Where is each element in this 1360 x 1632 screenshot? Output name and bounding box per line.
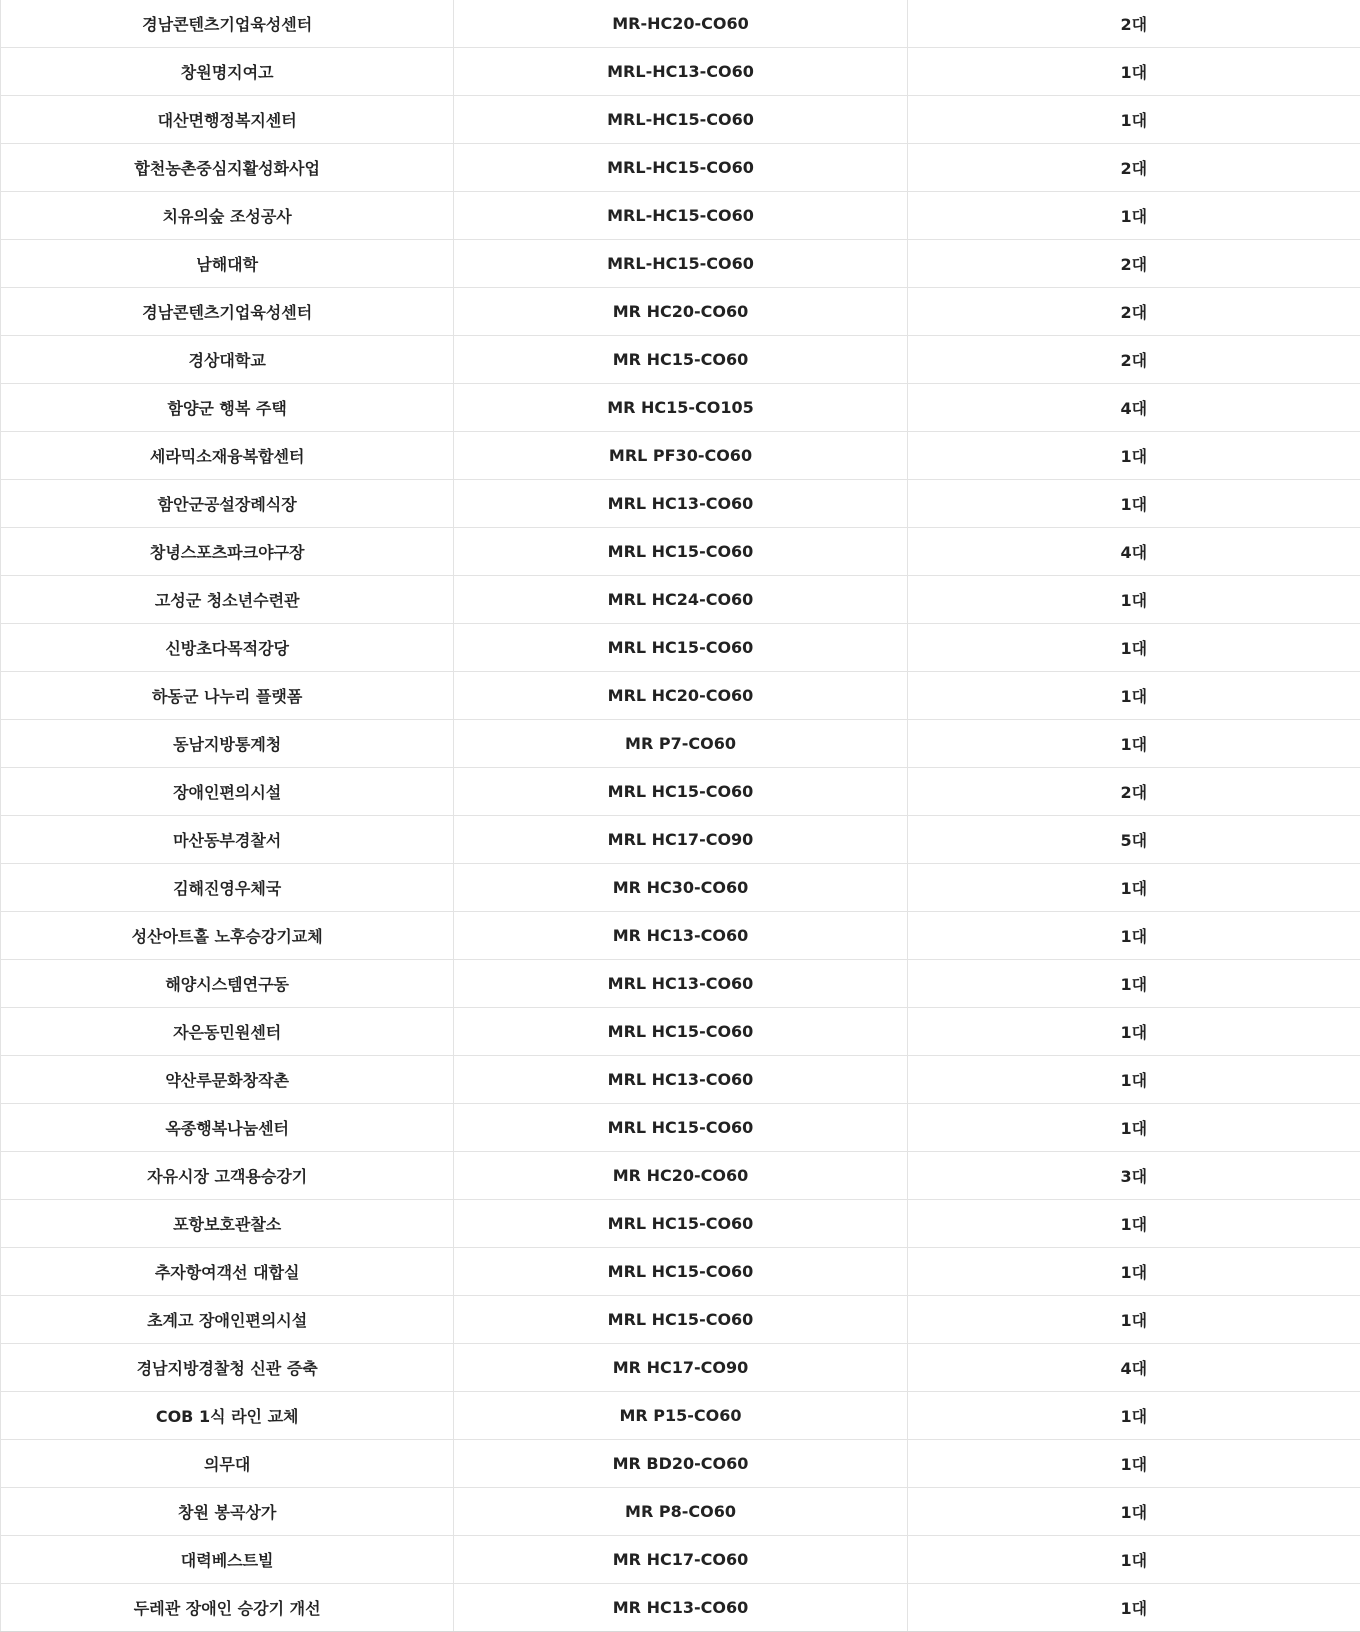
model-cell: MR HC13-CO60	[454, 1584, 907, 1632]
quantity-cell: 1대	[907, 1104, 1360, 1152]
model-cell: MRL-HC15-CO60	[454, 240, 907, 288]
model-cell: MRL HC15-CO60	[454, 1296, 907, 1344]
quantity-cell: 1대	[907, 192, 1360, 240]
table-body	[1, 0, 1360, 1632]
quantity-cell: 1대	[907, 1536, 1360, 1584]
table-row	[1, 0, 1360, 48]
site-name-cell: 경남지방경찰청 신관 증축	[1, 1344, 454, 1392]
table-row	[1, 720, 1360, 768]
quantity-cell: 1대	[907, 1584, 1360, 1632]
table-row	[1, 1248, 1360, 1296]
site-name-cell: 경상대학교	[1, 336, 454, 384]
quantity-cell: 2대	[907, 144, 1360, 192]
site-name-cell: 김해진영우체국	[1, 864, 454, 912]
site-name-cell: 동남지방통계청	[1, 720, 454, 768]
model-cell: MRL HC20-CO60	[454, 672, 907, 720]
quantity-cell: 2대	[907, 288, 1360, 336]
table-row	[1, 1104, 1360, 1152]
table-row	[1, 1392, 1360, 1440]
quantity-cell: 1대	[907, 1296, 1360, 1344]
model-cell: MRL-HC15-CO60	[454, 96, 907, 144]
site-name-cell: 세라믹소재융복합센터	[1, 432, 454, 480]
site-name-cell: 창원명지여고	[1, 48, 454, 96]
model-cell: MR HC20-CO60	[454, 1152, 907, 1200]
model-cell: MR-HC20-CO60	[454, 0, 907, 48]
quantity-cell: 4대	[907, 384, 1360, 432]
site-name-cell: 대력베스트빌	[1, 1536, 454, 1584]
table-row	[1, 1536, 1360, 1584]
table-row	[1, 480, 1360, 528]
model-cell: MRL-HC15-CO60	[454, 192, 907, 240]
model-cell: MRL HC13-CO60	[454, 960, 907, 1008]
quantity-cell: 1대	[907, 864, 1360, 912]
quantity-cell: 1대	[907, 1440, 1360, 1488]
table-row	[1, 240, 1360, 288]
quantity-cell: 1대	[907, 1392, 1360, 1440]
site-name-cell: 약산루문화창작촌	[1, 1056, 454, 1104]
site-name-cell: 경남콘텐츠기업육성센터	[1, 0, 454, 48]
table-row	[1, 576, 1360, 624]
quantity-cell: 1대	[907, 624, 1360, 672]
site-name-cell: 함안군공설장례식장	[1, 480, 454, 528]
site-name-cell: COB 1식 라인 교체	[1, 1392, 454, 1440]
model-cell: MRL-HC15-CO60	[454, 144, 907, 192]
model-cell: MR HC17-CO60	[454, 1536, 907, 1584]
quantity-cell: 1대	[907, 672, 1360, 720]
model-cell: MRL HC13-CO60	[454, 480, 907, 528]
model-cell: MR HC15-CO60	[454, 336, 907, 384]
table-row	[1, 1296, 1360, 1344]
model-cell: MRL HC13-CO60	[454, 1056, 907, 1104]
quantity-cell: 2대	[907, 768, 1360, 816]
quantity-cell: 1대	[907, 960, 1360, 1008]
quantity-cell: 1대	[907, 1488, 1360, 1536]
model-cell: MRL HC15-CO60	[454, 768, 907, 816]
site-name-cell: 남해대학	[1, 240, 454, 288]
quantity-cell: 1대	[907, 480, 1360, 528]
site-name-cell: 마산동부경찰서	[1, 816, 454, 864]
quantity-cell: 1대	[907, 1008, 1360, 1056]
model-cell: MRL HC15-CO60	[454, 624, 907, 672]
table-row	[1, 624, 1360, 672]
table-row	[1, 1152, 1360, 1200]
site-name-cell: 창녕스포츠파크야구장	[1, 528, 454, 576]
table-row	[1, 1584, 1360, 1632]
table-row	[1, 192, 1360, 240]
model-cell: MRL HC15-CO60	[454, 1104, 907, 1152]
site-name-cell: 경남콘텐츠기업육성센터	[1, 288, 454, 336]
site-name-cell: 대산면행정복지센터	[1, 96, 454, 144]
quantity-cell: 1대	[907, 1056, 1360, 1104]
quantity-cell: 1대	[907, 432, 1360, 480]
model-cell: MRL HC17-CO90	[454, 816, 907, 864]
site-name-cell: 초계고 장애인편의시설	[1, 1296, 454, 1344]
table-row	[1, 912, 1360, 960]
model-cell: MR P15-CO60	[454, 1392, 907, 1440]
table-row	[1, 288, 1360, 336]
table-row	[1, 960, 1360, 1008]
site-name-cell: 옥종행복나눔센터	[1, 1104, 454, 1152]
table-row	[1, 1008, 1360, 1056]
quantity-cell: 2대	[907, 0, 1360, 48]
quantity-cell: 1대	[907, 1248, 1360, 1296]
model-cell: MR HC30-CO60	[454, 864, 907, 912]
quantity-cell: 2대	[907, 240, 1360, 288]
quantity-cell: 1대	[907, 576, 1360, 624]
model-cell: MRL PF30-CO60	[454, 432, 907, 480]
site-name-cell: 신방초다목적강당	[1, 624, 454, 672]
model-cell: MR HC15-CO105	[454, 384, 907, 432]
quantity-cell: 4대	[907, 1344, 1360, 1392]
model-cell: MRL HC15-CO60	[454, 528, 907, 576]
table-row	[1, 1488, 1360, 1536]
table-row	[1, 816, 1360, 864]
table-row	[1, 384, 1360, 432]
quantity-cell: 4대	[907, 528, 1360, 576]
table-row	[1, 96, 1360, 144]
model-cell: MRL HC24-CO60	[454, 576, 907, 624]
quantity-cell: 1대	[907, 1200, 1360, 1248]
site-name-cell: 장애인편의시설	[1, 768, 454, 816]
table-row	[1, 672, 1360, 720]
model-cell: MRL HC15-CO60	[454, 1248, 907, 1296]
table-row	[1, 1344, 1360, 1392]
table-row	[1, 768, 1360, 816]
site-name-cell: 추자항여객선 대합실	[1, 1248, 454, 1296]
table-row	[1, 432, 1360, 480]
table-row	[1, 1056, 1360, 1104]
site-name-cell: 고성군 청소년수련관	[1, 576, 454, 624]
site-name-cell: 의무대	[1, 1440, 454, 1488]
quantity-cell: 1대	[907, 96, 1360, 144]
table-row	[1, 1200, 1360, 1248]
site-name-cell: 함양군 행복 주택	[1, 384, 454, 432]
site-name-cell: 성산아트홀 노후승강기교체	[1, 912, 454, 960]
table-row	[1, 1440, 1360, 1488]
table-row	[1, 336, 1360, 384]
site-name-cell: 포항보호관찰소	[1, 1200, 454, 1248]
site-name-cell: 두레관 장애인 승강기 개선	[1, 1584, 454, 1632]
model-cell: MRL-HC13-CO60	[454, 48, 907, 96]
table-row	[1, 144, 1360, 192]
quantity-cell: 2대	[907, 336, 1360, 384]
site-name-cell: 해양시스템연구동	[1, 960, 454, 1008]
quantity-cell: 1대	[907, 912, 1360, 960]
quantity-cell: 1대	[907, 720, 1360, 768]
model-cell: MR BD20-CO60	[454, 1440, 907, 1488]
site-name-cell: 자유시장 고객용승강기	[1, 1152, 454, 1200]
model-cell: MR P8-CO60	[454, 1488, 907, 1536]
table-row	[1, 864, 1360, 912]
model-cell: MR HC20-CO60	[454, 288, 907, 336]
table-row	[1, 528, 1360, 576]
quantity-cell: 3대	[907, 1152, 1360, 1200]
site-name-cell: 치유의숲 조성공사	[1, 192, 454, 240]
table-row	[1, 48, 1360, 96]
site-name-cell: 자은동민원센터	[1, 1008, 454, 1056]
site-name-cell: 창원 봉곡상가	[1, 1488, 454, 1536]
quantity-cell: 5대	[907, 816, 1360, 864]
model-cell: MRL HC15-CO60	[454, 1008, 907, 1056]
model-cell: MRL HC15-CO60	[454, 1200, 907, 1248]
model-cell: MR P7-CO60	[454, 720, 907, 768]
model-cell: MR HC13-CO60	[454, 912, 907, 960]
site-name-cell: 합천농촌중심지활성화사업	[1, 144, 454, 192]
site-name-cell: 하동군 나누리 플랫폼	[1, 672, 454, 720]
quantity-cell: 1대	[907, 48, 1360, 96]
model-cell: MR HC17-CO90	[454, 1344, 907, 1392]
